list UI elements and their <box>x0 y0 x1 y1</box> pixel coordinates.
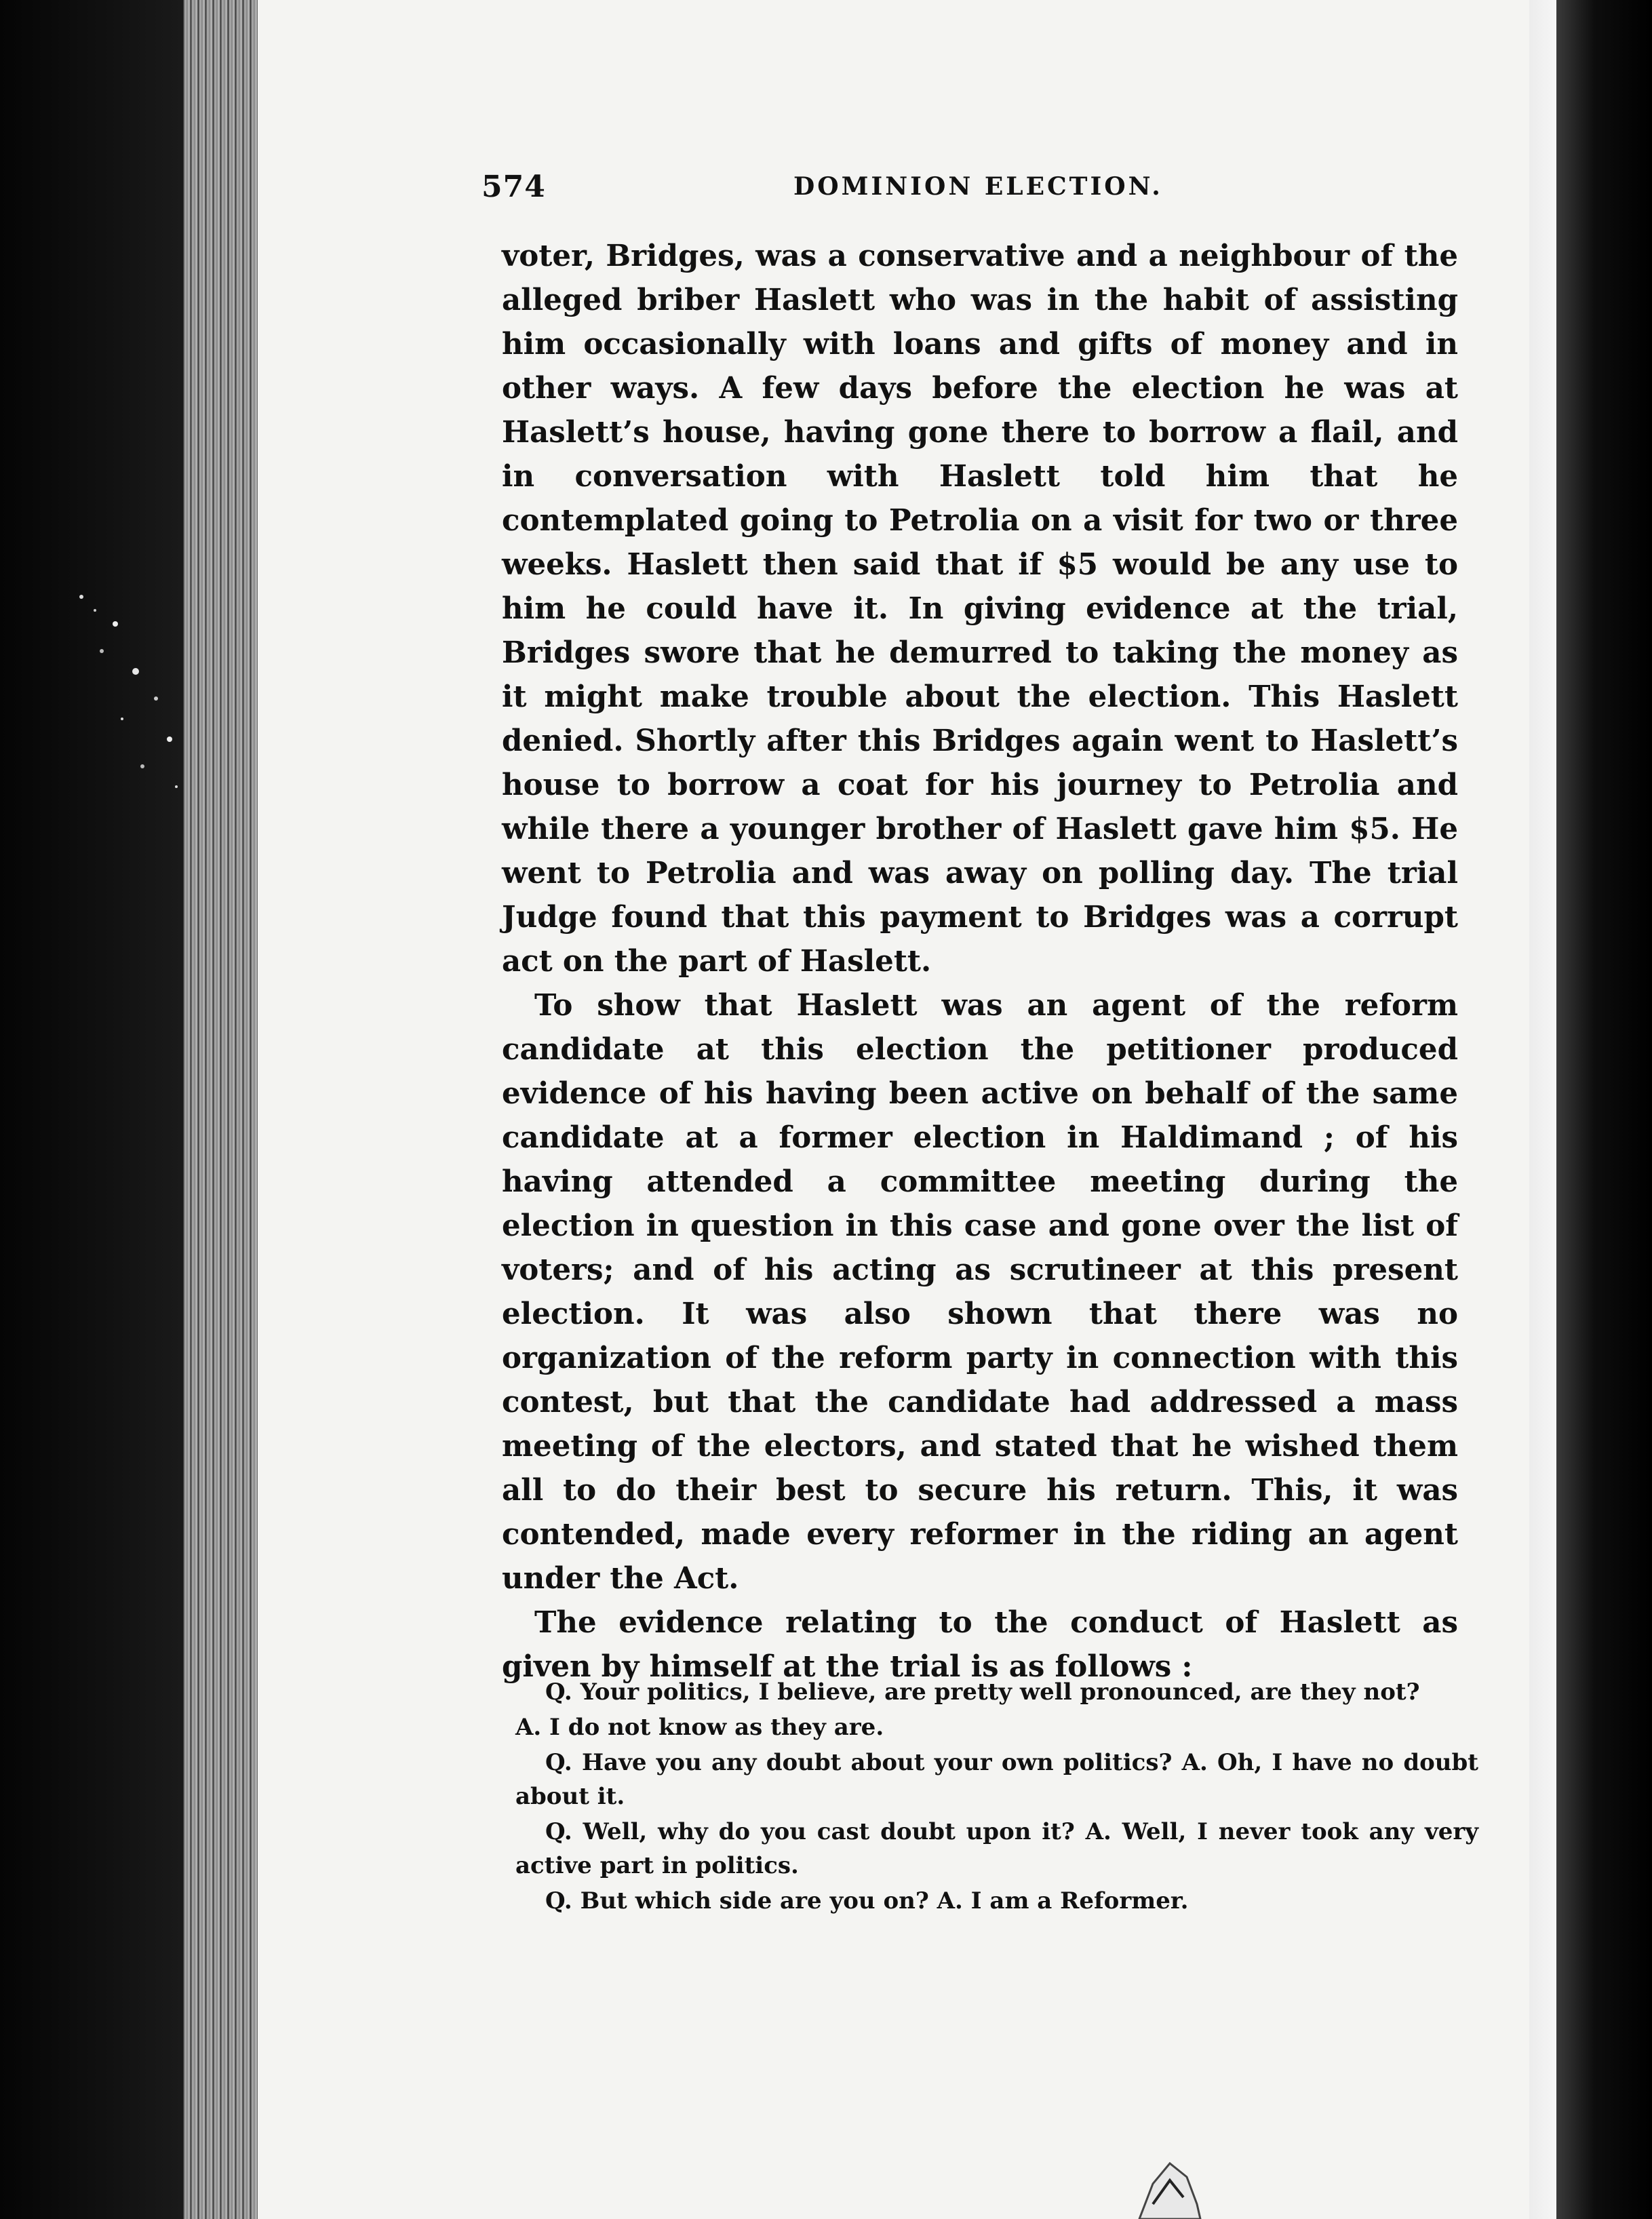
right-binding-shadow <box>1556 0 1652 2219</box>
testimony-line: Q. Well, why do you cast doubt upon it? A. Well, I never took any very active part in politics. <box>515 1818 1478 1879</box>
testimony-line: A. I do not know as they are. <box>515 1714 884 1741</box>
page-damage-mark <box>1133 2157 1207 2219</box>
testimony-line: Q. Have you any doubt about your own politics? A. Oh, I have no doubt about it. <box>515 1749 1478 1810</box>
paragraph-bridges-payment: voter, Bridges, was a conservative and a neighbour of the alleged briber Haslett who was in the habit of assisting him occasionally with loans and gifts of money and in other ways. A few days before the election he was at Haslett’s house, having gone there to borrow a flail, and in conversation with Haslett told him that he contemplated going to Petrolia on a visit for two or three weeks. Haslett then said that if $5 would be any use to him he could have it. In giving evidence at the trial, Bridges swore that he demurred to taking the money as it might make trouble about the election. This Haslett denied. Shortly after this Bridges again went to Haslett’s house to borrow a coat for his journey to Petrolia and while there a younger brother of Haslett gave him $5. He went to Petrolia and was away on polling day. The trial Judge found that this payment to Bridges was a corrupt act on the part of Haslett. <box>502 239 1458 979</box>
left-binding-shadow <box>0 0 183 2219</box>
testimony-line: Q. Your politics, I believe, are pretty well pronounced, are they not? <box>545 1678 1420 1706</box>
testimony-block <box>515 1675 1478 1919</box>
paragraph-agency-evidence: To show that Haslett was an agent of the reform candidate at this election the petitioner produced evidence of his having been active on behalf of the same candidate at a former election in Haldimand ; of his having attended a committee meeting during the election in question in this case and gone over the list of voters; and of his acting as scrutineer at this present election. It was also shown that there was no organization of the reform party in connection with this contest, but that the candidate had addressed a mass meeting of the electors, and stated that he wished them all to do their best to secure his return. This, it was contended, made every reformer in the riding an agent under the Act. <box>502 988 1458 1596</box>
book-page <box>258 0 1529 2219</box>
page-number: 574 <box>481 170 546 204</box>
binding-specks-decoration <box>54 583 190 800</box>
body-text <box>502 234 1458 1689</box>
running-title: DOMINION ELECTION. <box>793 172 1163 201</box>
paragraph-evidence-intro: The evidence relating to the conduct of Haslett as given by himself at the trial is as follows : <box>502 1605 1458 1684</box>
stacked-page-edges <box>183 0 258 2219</box>
running-head <box>481 170 1431 217</box>
testimony-line: Q. But which side are you on? A. I am a Reformer. <box>545 1887 1189 1914</box>
right-page-edge <box>1529 0 1556 2219</box>
